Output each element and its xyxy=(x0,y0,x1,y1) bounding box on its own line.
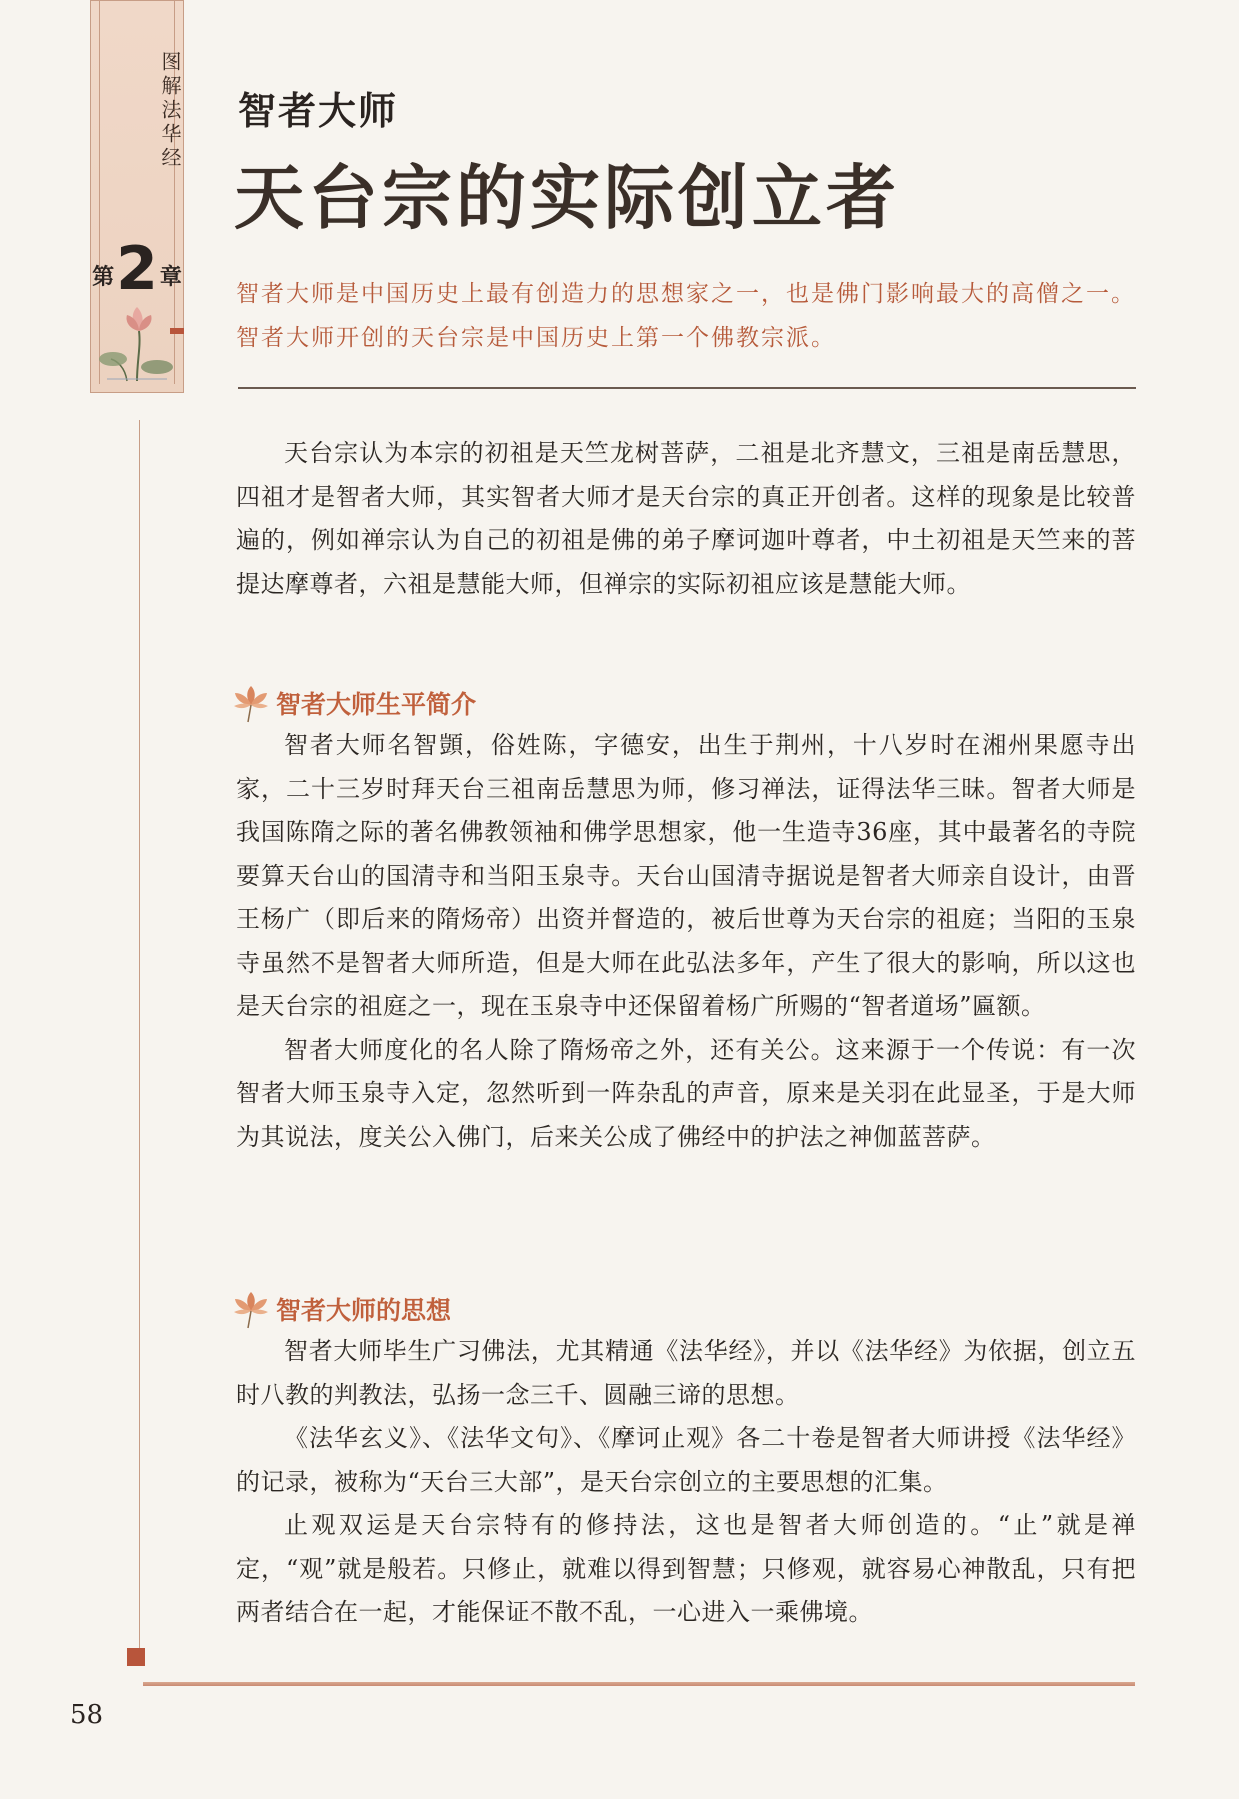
intro-summary: 智者大师是中国历史上最有创造力的思想家之一，也是佛门影响最大的高僧之一。智者大师开创的天台宗是中国历史上第一个佛教宗派。 xyxy=(236,281,1136,351)
margin-guide-line xyxy=(139,420,140,1648)
margin-square-marker xyxy=(127,1648,145,1666)
opening-text xyxy=(236,432,1136,606)
title-divider xyxy=(238,387,1136,389)
section-heading-text: 智者大师生平简介 xyxy=(276,690,477,719)
section-body-thought xyxy=(236,1330,1136,1635)
section-heading-thought xyxy=(232,1289,451,1329)
page-subtitle: 智者大师 xyxy=(238,88,399,133)
body-paragraph: 智者大师名智顗，俗姓陈，字德安，出生于荆州，十八岁时在湘州果愿寺出家，二十三岁时拜天台三祖南岳慧思为师，修习禅法，证得法华三昧。智者大师是我国陈隋之际的著名佛教领袖和佛学思想家，他一生造寺36座，其中最著名的寺院要算天台山的国清寺和当阳玉泉寺。天台山国清寺据说是智者大师亲自设计，由晋王杨广（即后来的隋炀帝）出资并督造的，被后世尊为天台宗的祖庭；当阳的玉泉寺虽然不是智者大师所造，但是大师在此弘法多年，产生了很大的影响，所以这也是天台宗的祖庭之一，现在玉泉寺中还保留着杨广所赐的“智者道场”匾额。 xyxy=(236,731,1136,1020)
body-paragraph: 天台宗认为本宗的初祖是天竺龙树菩萨，二祖是北齐慧文，三祖是南岳慧思，四祖才是智者大师，其实智者大师才是天台宗的真正开创者。这样的现象是比较普遍的，例如禅宗认为自己的初祖是佛的弟子摩诃迦叶尊者，中土初祖是天竺来的菩提达摩尊者，六祖是慧能大师，但禅宗的实际初祖应该是慧能大师。 xyxy=(236,439,1136,598)
body-paragraph: 《法华玄义》、《法华文句》、《摩诃止观》各二十卷是智者大师讲授《法华经》的记录，被称为“天台三大部”，是天台宗创立的主要思想的汇集。 xyxy=(236,1424,1136,1496)
chapter-number: 2 xyxy=(116,234,158,304)
body-paragraph: 止观双运是天台宗特有的修持法，这也是智者大师创造的。“止”就是禅定，“观”就是般若。只修止，就难以得到智慧；只修观，就容易心神散乱，只有把两者结合在一起，才能保证不散不乱，一心进入一乘佛境。 xyxy=(236,1511,1136,1626)
chapter-suffix: 章 xyxy=(159,265,182,290)
body-paragraph: 智者大师毕生广习佛法，尤其精通《法华经》，并以《法华经》为依据，创立五时八教的判教法，弘扬一念三千、圆融三谛的思想。 xyxy=(236,1337,1136,1409)
chapter-tab-book-title xyxy=(91,51,183,171)
lotus-bullet-icon xyxy=(232,683,270,723)
footer-divider xyxy=(143,1682,1135,1686)
chapter-tab xyxy=(90,0,184,393)
chapter-number-label xyxy=(91,234,183,304)
section-body-biography xyxy=(236,724,1136,1159)
section-heading-biography xyxy=(232,683,476,723)
chapter-prefix: 第 xyxy=(92,265,115,290)
page-title: 天台宗的实际创立者 xyxy=(234,156,900,239)
book-title-text: 图解法华经 xyxy=(158,51,182,171)
tab-marker xyxy=(170,328,184,334)
lotus-bullet-icon xyxy=(232,1289,270,1329)
section-heading-text: 智者大师的思想 xyxy=(276,1296,452,1325)
lotus-illustration-icon xyxy=(97,301,177,383)
page-number: 58 xyxy=(70,1700,104,1730)
body-paragraph: 智者大师度化的名人除了隋炀帝之外，还有关公。这来源于一个传说：有一次智者大师玉泉寺入定，忽然听到一阵杂乱的声音，原来是关羽在此显圣，于是大师为其说法，度关公入佛门，后来关公成了佛经中的护法之神伽蓝菩萨。 xyxy=(236,1035,1136,1151)
